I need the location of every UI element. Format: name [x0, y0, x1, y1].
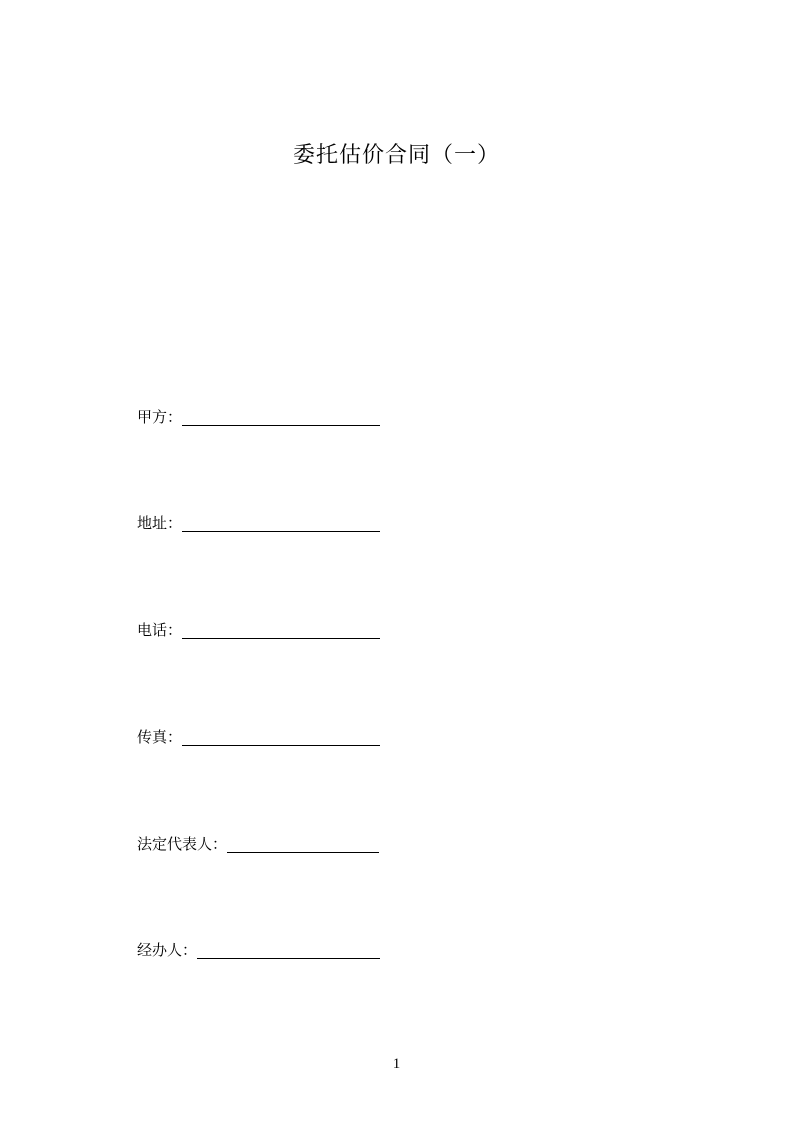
party-a-field: [137, 406, 380, 428]
fax-field: [137, 726, 380, 748]
address-field: [137, 512, 380, 534]
phone-field: [137, 619, 380, 641]
legal-representative-field: [137, 833, 379, 855]
address-blank-line: [182, 515, 380, 532]
phone-label: 电话：: [137, 621, 183, 639]
handler-label: 经办人：: [137, 941, 198, 959]
address-label: 地址：: [137, 514, 183, 532]
phone-blank-line: [182, 622, 380, 639]
fax-label: 传真：: [137, 728, 183, 746]
party-a-label: 甲方：: [137, 408, 183, 426]
legal-representative-blank-line: [227, 836, 379, 853]
legal-representative-label: 法定代表人：: [137, 835, 228, 853]
handler-blank-line: [197, 942, 380, 959]
handler-field: [137, 939, 380, 961]
document-title: 委托估价合同（一）: [292, 143, 500, 168]
page-number: 1: [392, 1056, 401, 1072]
fax-blank-line: [182, 729, 380, 746]
party-a-blank-line: [182, 409, 380, 426]
